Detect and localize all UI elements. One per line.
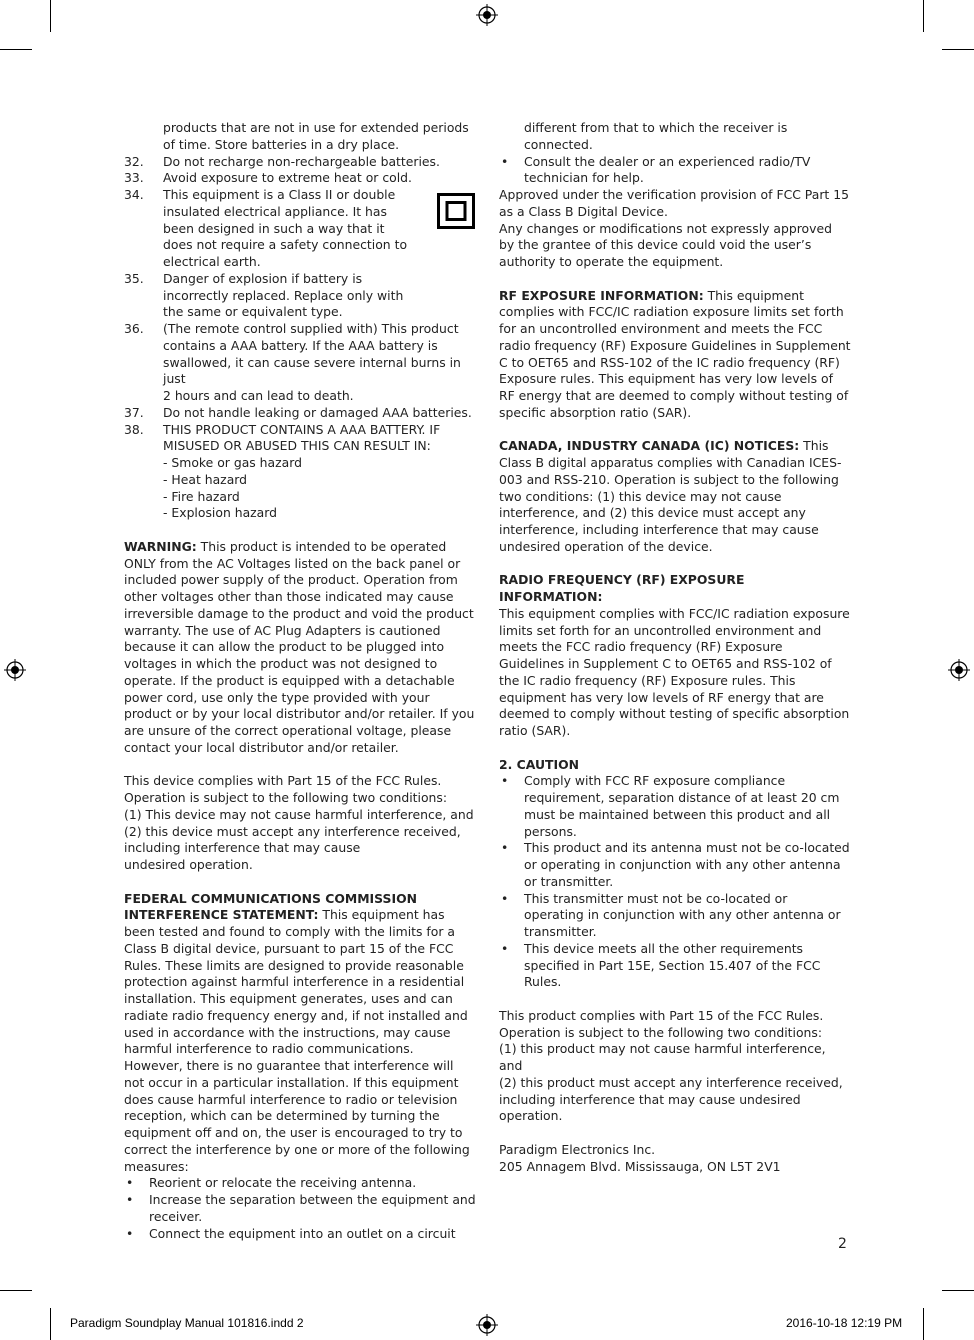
bullet-glyph: • xyxy=(126,1225,134,1241)
bullet-glyph: • xyxy=(501,773,509,789)
list-number: 34. xyxy=(124,187,144,202)
right-column xyxy=(499,120,851,1175)
bullet-item xyxy=(499,891,851,941)
canada-text: This Class B digital apparatus complies with Canadian ICES-003 and RSS-210. Operation is subject to the following two conditions: (1) this device may not cause interference, and (2) this device must accept any interference, including interference that may cause undesired operation of the device. xyxy=(499,438,842,554)
rf2-text: This equipment complies with FCC/IC radiation exposure limits set forth for an uncontrolled environment and meets the FCC radio frequency (RF) Exposure Guidelines in Supplement C to OET65 and RSS-102 of the IC radio frequency (RF) Exposure rules. This equipment has very low levels of RF energy that are deemed to comply without testing of specific absorption ratio (SAR). xyxy=(499,605,850,738)
bullet-glyph: • xyxy=(501,153,509,169)
fcc-part15-line: (1) This device may not cause harmful interference, and (2) this device must accept any interference received, including interference that may cause xyxy=(124,806,474,856)
part15-paragraph xyxy=(499,1008,851,1125)
part15-line: Operation is subject to the following two conditions: xyxy=(499,1024,823,1040)
bullet-glyph: • xyxy=(126,1192,134,1207)
rf-exposure-label: RF EXPOSURE INFORMATION: xyxy=(499,287,704,303)
hazard-list xyxy=(124,455,476,522)
list-item-continuation: products that are not in use for extended periods of time. Store batteries in a dry place. xyxy=(163,120,469,152)
bullet-text: Connect the equipment into an outlet on a circuit xyxy=(149,1225,456,1241)
list-item xyxy=(124,170,476,187)
bullet-text: Comply with FCC RF exposure compliance requirement, separation distance of at least 20 cm must be maintained between this product and all persons. xyxy=(524,773,840,839)
list-number: 35. xyxy=(124,270,144,286)
bullet-item xyxy=(499,840,851,890)
bullet-glyph: • xyxy=(126,1175,134,1191)
slug-filename: Paradigm Soundplay Manual 101816.indd 2 xyxy=(70,1316,304,1330)
list-text: THIS PRODUCT CONTAINS A AAA BATTERY. IF MISUSED OR ABUSED THIS CAN RESULT IN: xyxy=(163,421,441,454)
fcc-part15-paragraph xyxy=(124,773,476,874)
company-address: 205 Annagem Blvd. Mississauga, ON L5T 2V1 xyxy=(499,1158,781,1174)
crop-mark xyxy=(0,1290,32,1291)
list-text: Danger of explosion if battery is incorrectly replaced. Replace only with the same or equivalent type. xyxy=(163,270,404,320)
list-item xyxy=(124,187,476,271)
part15-line: (1) this product may not cause harmful interference, and xyxy=(499,1041,826,1073)
bullet-glyph: • xyxy=(501,890,509,906)
fcc-statement-text: This equipment has been tested and found to comply with the limits for a Class B digital device, pursuant to part 15 of the FCC Rules. These limits are designed to provide reasonable protection against harmful interference in a residential installation. This equipment generates, uses and can radiate radio frequency energy and, if not installed and used in accordance with the instructions, may cause harmful interference to radio communications. However, there is no guarantee that interference will not occur in a particular installation. If this equipment does cause harmful interference to radio or television reception, which can be determined by turning the equipment off and on, the user is encouraged to try to correct the interference by one or more of the following measures: xyxy=(124,907,470,1174)
crop-mark xyxy=(0,49,32,50)
hazard-item: - Smoke or gas hazard xyxy=(163,455,302,470)
rf-exposure-text-cont: RF energy that are deemed to comply without testing of specific absorption ratio (SAR). xyxy=(499,388,849,420)
bullet-text: This transmitter must not be co-located or operating in conjunction with any other antenna or transmitter. xyxy=(524,890,841,939)
list-number: 33. xyxy=(124,170,144,186)
warning-paragraph xyxy=(124,539,476,757)
changes-paragraph: Any changes or modifications not expressly approved by the grantee of this device could void the user’s authority to operate the equipment. xyxy=(499,220,832,269)
list-number: 36. xyxy=(124,321,144,336)
crop-mark xyxy=(50,1308,51,1340)
list-text: Avoid exposure to extreme heat or cold. xyxy=(163,170,412,186)
list-text: Do not recharge non-rechargeable batteries. xyxy=(163,153,440,169)
caution-label: 2. CAUTION xyxy=(499,756,579,772)
list-item xyxy=(124,405,476,422)
registration-mark-icon xyxy=(948,659,970,681)
list-item xyxy=(124,422,476,456)
registration-mark-icon xyxy=(4,659,26,681)
fcc-statement-label: FEDERAL COMMUNICATIONS COMMISSION INTERFERENCE STATEMENT: xyxy=(124,890,417,923)
bullet-item xyxy=(499,941,851,991)
bullet-text: Consult the dealer or an experienced radio/TV technician for help. xyxy=(524,153,811,186)
part15-line: This product complies with Part 15 of the FCC Rules. xyxy=(499,1007,824,1023)
list-text: Do not handle leaking or damaged AAA batteries. xyxy=(163,404,472,420)
bullet-glyph: • xyxy=(501,940,509,956)
crop-mark xyxy=(942,49,974,50)
company-name: Paradigm Electronics Inc. xyxy=(499,1141,656,1157)
crop-mark xyxy=(923,1308,924,1340)
approved-paragraph: Approved under the verification provision of FCC Part 15 as a Class B Digital Device. xyxy=(499,187,849,219)
bullet-text: This product and its antenna must not be co-located or operating in conjunction with any other antenna or transmitter. xyxy=(524,840,850,889)
fcc-part15-line: Operation is subject to the following two conditions: xyxy=(124,790,448,805)
rf-exposure-paragraph xyxy=(499,288,851,389)
slug-timestamp: 2016-10-18 12:19 PM xyxy=(786,1316,903,1330)
bullet-continuation: different from that to which the receiver is connected. xyxy=(524,120,788,152)
part15-line: (2) this product must accept any interference received, including interference that may cause undesired operation. xyxy=(499,1074,843,1124)
bullet-item xyxy=(124,1226,476,1243)
list-text: (The remote control supplied with) This product contains a AAA battery. If the AAA battery is swallowed, it can cause severe internal burns in just xyxy=(163,321,461,387)
bullet-text: Increase the separation between the equipment and receiver. xyxy=(149,1192,476,1224)
bullet-glyph: • xyxy=(501,840,509,856)
warning-label: WARNING: xyxy=(124,538,197,554)
list-number: 32. xyxy=(124,153,144,169)
hazard-item: - Heat hazard xyxy=(163,471,248,487)
list-item xyxy=(124,154,476,171)
bullet-item xyxy=(124,1175,476,1192)
left-column xyxy=(124,120,476,1242)
rf2-heading xyxy=(499,572,851,606)
list-item xyxy=(124,321,476,405)
crop-mark xyxy=(942,1290,974,1291)
registration-mark-icon xyxy=(476,1314,498,1336)
canada-label: CANADA, INDUSTRY CANADA (IC) NOTICES: xyxy=(499,438,800,454)
list-text: This equipment is a Class II or double insulated electrical appliance. It has been designed in such a way that it does not require a safety connection to electrical earth. xyxy=(163,187,408,269)
warning-text: This product is intended to be operated ONLY from the AC Voltages listed on the back panel or included power supply of the product. Operation from other voltages other than those indicated may cause irreversible damage to the product and void the product warranty. The use of AC Plug Adapters is cautioned because it can allow the product to be plugged into voltages in which the product was not designed to operate. If the product is equipped with a detachable power cord, use only the type provided with your product or by your local distributor and/or retailer. If you are unsure of the correct operational voltage, please contact your local distributor and/or retailer. xyxy=(124,538,475,755)
page-number: 2 xyxy=(838,1236,847,1252)
fcc-part15-line: undesired operation. xyxy=(124,857,253,872)
caution-heading xyxy=(499,757,851,774)
crop-mark xyxy=(50,0,51,32)
list-text: 2 hours and can lead to death. xyxy=(163,388,354,403)
bullet-item xyxy=(499,773,851,840)
bullet-text: This device meets all the other requirements specified in Part 15E, Section 15.407 of the FCC Rules. xyxy=(524,940,821,990)
rf2-label: RADIO FREQUENCY (RF) EXPOSURE INFORMATION: xyxy=(499,572,745,604)
list-item xyxy=(124,271,476,321)
list-number: 38. xyxy=(124,421,144,437)
fcc-part15-line: This device complies with Part 15 of the FCC Rules. xyxy=(124,773,442,789)
hazard-item: - Explosion hazard xyxy=(163,505,278,521)
fcc-statement-paragraph xyxy=(124,891,476,1176)
bullet-text: Reorient or relocate the receiving antenna. xyxy=(149,1175,417,1191)
canada-paragraph xyxy=(499,438,851,555)
crop-mark xyxy=(923,0,924,32)
hazard-item: - Fire hazard xyxy=(163,488,240,504)
bullet-item xyxy=(499,154,851,188)
registration-mark-icon xyxy=(476,4,498,26)
rf-exposure-text: This equipment complies with FCC/IC radiation exposure limits set forth for an uncontrolled environment and meets the FCC radio frequency (RF) Exposure Guidelines in Supplement C to OET65 and RSS-102 of the IC radio frequency (RF) Exposure rules. This equipment has very low levels of xyxy=(499,287,851,387)
list-number: 37. xyxy=(124,404,144,420)
bullet-item xyxy=(124,1192,476,1226)
